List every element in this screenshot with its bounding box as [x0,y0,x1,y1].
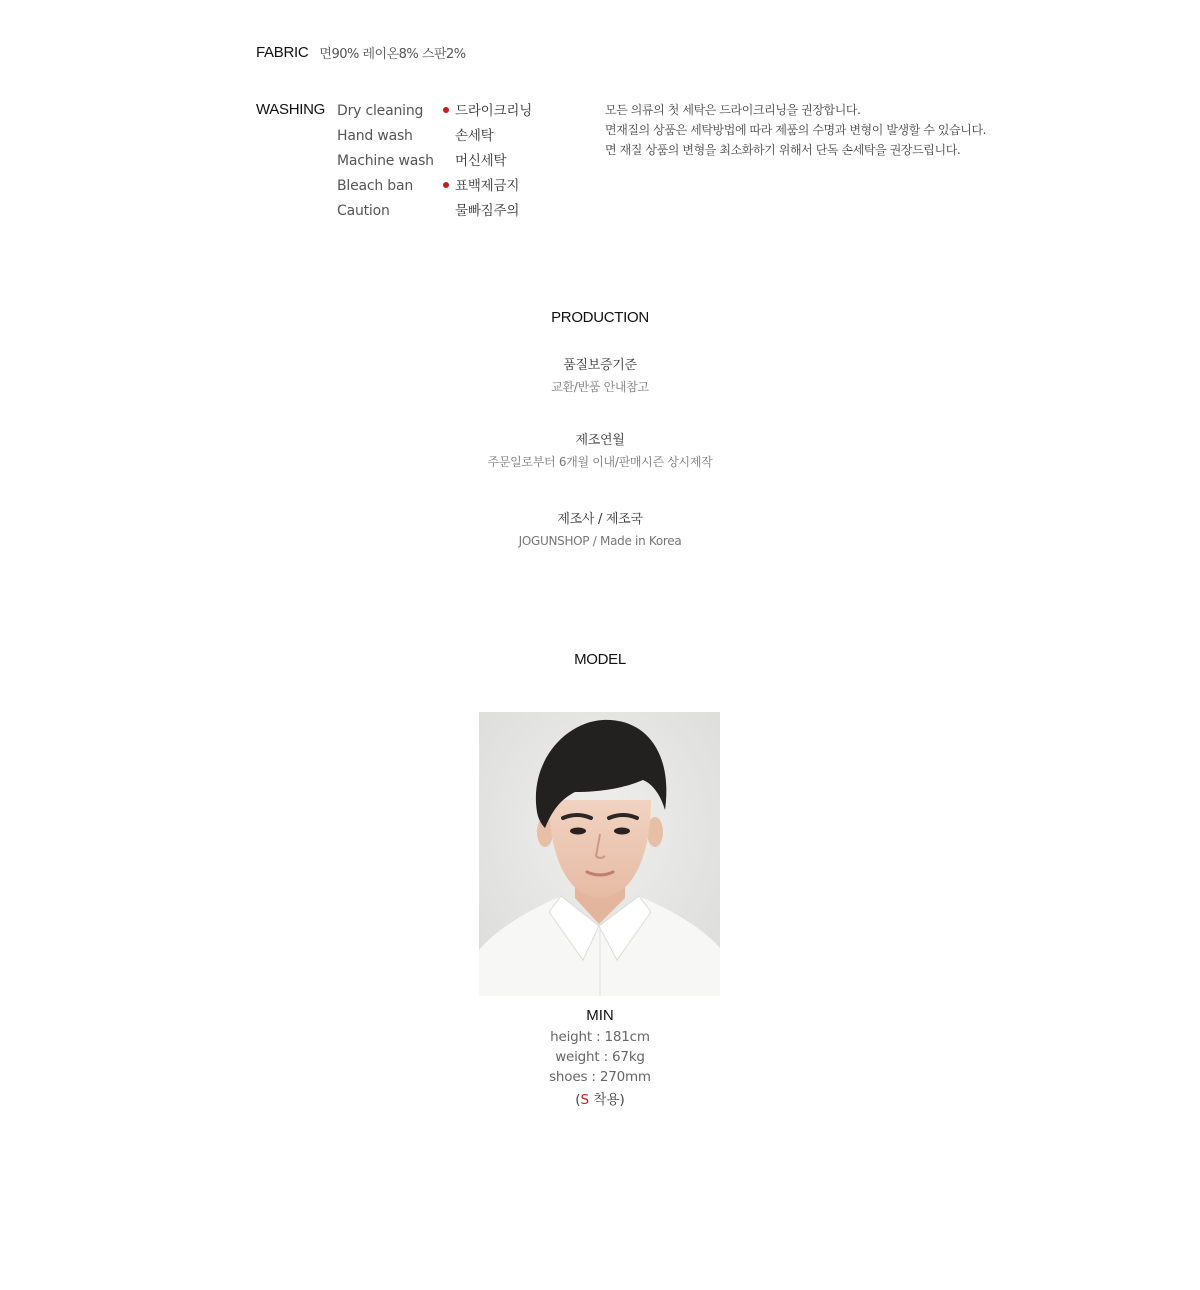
production-item-desc: 교환/반품 안내참고 [551,380,649,394]
production-item-maker [0,511,1200,550]
model-portrait-illustration [479,712,720,996]
washing-item-hand-wash-ko [443,125,532,150]
washing-item-hand-wash-en: Hand wash [337,128,413,144]
model-photo [479,712,720,996]
model-weight: weight : 67kg [555,1049,645,1065]
washing-label: WASHING [256,101,326,118]
production-title: PRODUCTION [551,309,649,326]
washing-korean-list [443,100,532,225]
washing-item-machine-wash-en: Machine wash [337,153,434,169]
washing-item-machine-wash-ko [443,150,532,175]
selected-dot-icon [443,107,449,113]
washing-english-list [337,100,434,225]
washing-item-label: 물빠짐주의 [455,203,520,219]
washing-note: 모든 의류의 첫 세탁은 드라이크리닝을 권장합니다. [605,103,861,117]
model-name: MIN [586,1007,614,1024]
model-size-value: S [580,1092,590,1108]
fabric-label: FABRIC [256,43,309,61]
model-height: height : 181cm [550,1029,650,1045]
fabric-row [256,42,466,62]
washing-item-dry-cleaning-ko [443,100,532,125]
washing-notes [605,100,986,160]
model-info [0,1005,1200,1111]
washing-note: 면재질의 상품은 세탁방법에 따라 제품의 수명과 변형이 발생할 수 있습니다. [605,123,987,137]
washing-item-label: 표백제금지 [455,178,520,194]
washing-item-bleach-ban-ko [443,175,532,200]
model-shoes: shoes : 270mm [549,1069,651,1085]
production-item-quality [0,357,1200,396]
model-title: MODEL [574,651,626,668]
fabric-value: 면90% 레이온8% 스판2% [319,46,466,62]
production-item-desc: 주문일로부터 6개월 이내/판매시즌 상시제작 [487,455,713,469]
model-size-open: ( [575,1092,581,1108]
production-item-date [0,432,1200,471]
washing-item-label: 드라이크리닝 [455,103,533,119]
washing-item-label: 손세탁 [455,128,494,144]
production-item-title: 제조사 / 제조국 [557,512,643,527]
washing-item-bleach-ban-en: Bleach ban [337,178,414,194]
washing-item-label: 머신세탁 [455,153,507,169]
model-worn-size [0,1089,1200,1111]
selected-dot-icon [443,132,449,138]
selected-dot-icon [443,157,449,163]
model-size-note: 착용) [589,1092,625,1108]
washing-item-dry-cleaning-en: Dry cleaning [337,103,424,119]
production-item-desc: JOGUNSHOP / Made in Korea [518,534,682,548]
selected-dot-icon [443,207,449,213]
production-item-title: 제조연월 [575,433,625,448]
washing-note: 면 재질 상품의 변형을 최소화하기 위해서 단독 손세탁을 권장드립니다. [605,143,961,157]
washing-item-caution-ko [443,200,532,225]
production-item-title: 품질보증기준 [563,358,637,373]
selected-dot-icon [443,182,449,188]
washing-item-caution-en: Caution [337,203,390,219]
